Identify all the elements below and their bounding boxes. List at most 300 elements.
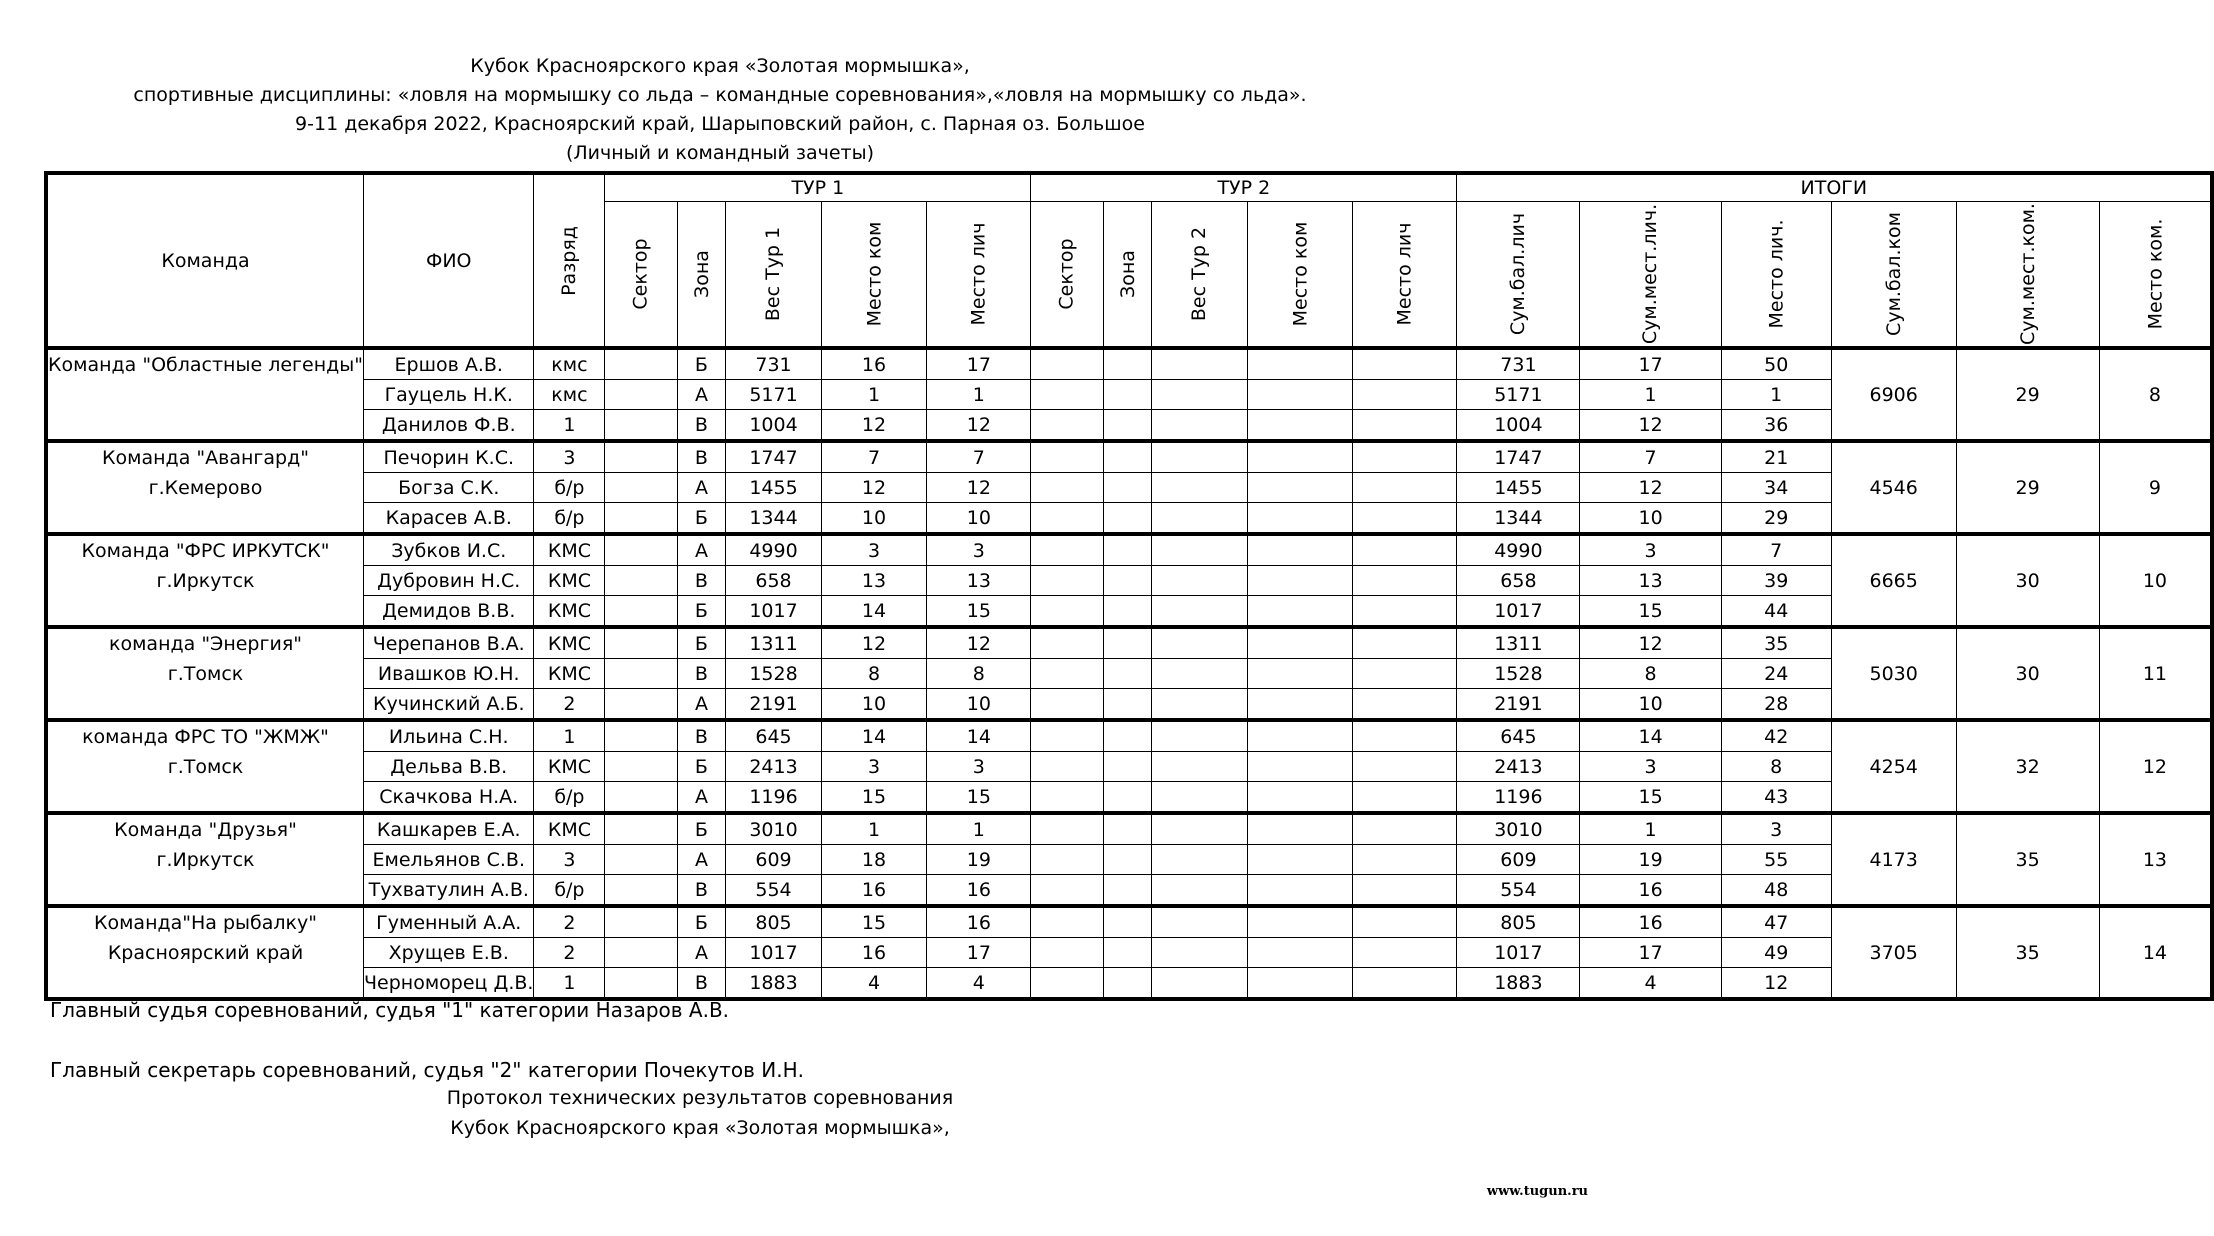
t2-place-pers-header: Место лич bbox=[1353, 202, 1457, 349]
place-pers-cell: 43 bbox=[1721, 782, 1831, 814]
tot-sum-place-team-header: Сум.мест.ком. bbox=[1956, 202, 2099, 349]
t1-weight-cell: 3010 bbox=[726, 813, 821, 845]
sum-pers-cell: 1747 bbox=[1457, 441, 1580, 473]
t1-sector-cell bbox=[605, 627, 677, 659]
t2-place-pers-cell bbox=[1353, 380, 1457, 410]
table-row bbox=[46, 906, 2212, 938]
t1-sector-cell bbox=[605, 441, 677, 473]
t2-place-team-cell bbox=[1247, 906, 1353, 938]
t1-sector-cell bbox=[605, 689, 677, 721]
t1-weight-cell: 1747 bbox=[726, 441, 821, 473]
t1-place-team-cell: 16 bbox=[821, 875, 927, 907]
sum-place-pers-cell: 17 bbox=[1580, 938, 1721, 968]
t1-zone-cell: Б bbox=[677, 752, 726, 782]
t2-sector-cell bbox=[1031, 596, 1103, 628]
fio-cell: Ивашков Ю.Н. bbox=[364, 659, 534, 689]
team-name: Команда "Областные легенды" bbox=[48, 354, 364, 376]
doc-title-line3: 9-11 декабря 2022, Красноярский край, Шарыповский район, с. Парная оз. Большое bbox=[295, 113, 1145, 135]
t1-place-team-header: Место ком bbox=[821, 202, 927, 349]
sum-pers-cell: 731 bbox=[1457, 348, 1580, 380]
sum-place-pers-cell: 1 bbox=[1580, 380, 1721, 410]
rank-cell: КМС bbox=[534, 659, 605, 689]
t1-place-team-cell: 16 bbox=[821, 348, 927, 380]
rank-cell: 3 bbox=[534, 845, 605, 875]
t1-weight-cell: 1883 bbox=[726, 968, 821, 1000]
t2-sector-cell bbox=[1031, 813, 1103, 845]
t1-sector-cell bbox=[605, 596, 677, 628]
team-city: Красноярский край bbox=[107, 942, 304, 964]
t1-weight-cell: 1196 bbox=[726, 782, 821, 814]
t2-sector-cell bbox=[1031, 380, 1103, 410]
sum-pers-cell: 3010 bbox=[1457, 813, 1580, 845]
t1-sector-cell bbox=[605, 968, 677, 1000]
t2-place-team-cell bbox=[1247, 752, 1353, 782]
t2-sector-cell bbox=[1031, 906, 1103, 938]
fio-cell: Черноморец Д.В. bbox=[364, 968, 534, 1000]
t2-sector-cell bbox=[1031, 720, 1103, 752]
t2-sector-cell bbox=[1031, 845, 1103, 875]
place-pers-cell: 36 bbox=[1721, 410, 1831, 442]
t2-sector-cell bbox=[1031, 782, 1103, 814]
t2-place-pers-cell bbox=[1353, 503, 1457, 535]
tour2-header: ТУР 2 bbox=[1031, 173, 1457, 202]
fio-cell: Зубков И.С. bbox=[364, 534, 534, 566]
t1-weight-cell: 1017 bbox=[726, 938, 821, 968]
t1-place-team-cell: 13 bbox=[821, 566, 927, 596]
t2-zone-cell bbox=[1103, 441, 1152, 473]
t1-zone-cell: В bbox=[677, 566, 726, 596]
totals-header: ИТОГИ bbox=[1457, 173, 2212, 202]
sum-place-pers-cell: 13 bbox=[1580, 566, 1721, 596]
t2-zone-cell bbox=[1103, 720, 1152, 752]
sum-pers-cell: 554 bbox=[1457, 875, 1580, 907]
sum-place-pers-cell: 17 bbox=[1580, 348, 1721, 380]
rank-cell: кмс bbox=[534, 348, 605, 380]
t1-zone-cell: В bbox=[677, 875, 726, 907]
sum-place-team-cell: 35 bbox=[1956, 906, 2099, 999]
t1-zone-cell: А bbox=[677, 938, 726, 968]
place-pers-cell: 28 bbox=[1721, 689, 1831, 721]
t2-sector-cell bbox=[1031, 534, 1103, 566]
sum-team-cell: 4546 bbox=[1831, 441, 1956, 534]
t2-zone-header: Зона bbox=[1103, 202, 1152, 349]
t1-place-pers-cell: 15 bbox=[927, 782, 1031, 814]
t1-zone-cell: Б bbox=[677, 348, 726, 380]
t2-place-team-cell bbox=[1247, 596, 1353, 628]
doc-title-line2: спортивные дисциплины: «ловля на мормышку со льда – командные соревнования»,«ловля на мормышку со льда». bbox=[133, 84, 1307, 106]
t1-sector-cell bbox=[605, 720, 677, 752]
t1-place-pers-cell: 10 bbox=[927, 503, 1031, 535]
table-row bbox=[46, 534, 2212, 566]
fio-cell: Кучинский А.Б. bbox=[364, 689, 534, 721]
fio-cell: Дубровин Н.С. bbox=[364, 566, 534, 596]
team-city: г.Иркутск bbox=[156, 849, 255, 871]
place-pers-cell: 39 bbox=[1721, 566, 1831, 596]
sum-place-team-cell: 29 bbox=[1956, 441, 2099, 534]
t2-zone-cell bbox=[1103, 627, 1152, 659]
sum-pers-cell: 1017 bbox=[1457, 596, 1580, 628]
t1-place-team-cell: 7 bbox=[821, 441, 927, 473]
sum-pers-cell: 4990 bbox=[1457, 534, 1580, 566]
t2-zone-cell bbox=[1103, 875, 1152, 907]
place-pers-cell: 7 bbox=[1721, 534, 1831, 566]
results-table bbox=[44, 171, 2214, 1001]
place-pers-cell: 35 bbox=[1721, 627, 1831, 659]
t1-sector-cell bbox=[605, 503, 677, 535]
sum-team-cell: 4173 bbox=[1831, 813, 1956, 906]
t1-place-pers-cell: 16 bbox=[927, 875, 1031, 907]
t2-weight-cell bbox=[1152, 534, 1247, 566]
doc-title-line1: Кубок Красноярского края «Золотая мормышка», bbox=[470, 55, 970, 77]
place-pers-cell: 21 bbox=[1721, 441, 1831, 473]
t2-sector-cell bbox=[1031, 410, 1103, 442]
t2-weight-cell bbox=[1152, 473, 1247, 503]
t1-weight-cell: 1017 bbox=[726, 596, 821, 628]
t1-weight-cell: 4990 bbox=[726, 534, 821, 566]
t2-weight-cell bbox=[1152, 566, 1247, 596]
sum-place-pers-cell: 12 bbox=[1580, 410, 1721, 442]
sum-pers-cell: 658 bbox=[1457, 566, 1580, 596]
team-city: г.Кемерово bbox=[148, 477, 263, 499]
rank-cell: 1 bbox=[534, 968, 605, 1000]
t1-zone-cell: Б bbox=[677, 627, 726, 659]
t2-zone-cell bbox=[1103, 968, 1152, 1000]
t1-weight-cell: 1455 bbox=[726, 473, 821, 503]
rank-cell: б/р bbox=[534, 503, 605, 535]
t1-sector-cell bbox=[605, 875, 677, 907]
t2-place-pers-cell bbox=[1353, 348, 1457, 380]
t2-place-team-cell bbox=[1247, 534, 1353, 566]
fio-cell: Ильина С.Н. bbox=[364, 720, 534, 752]
col-team-header: Команда bbox=[46, 173, 364, 348]
t2-place-pers-cell bbox=[1353, 473, 1457, 503]
rank-cell: КМС bbox=[534, 813, 605, 845]
t1-place-team-cell: 18 bbox=[821, 845, 927, 875]
t2-sector-cell bbox=[1031, 938, 1103, 968]
team-name-cell bbox=[46, 627, 364, 720]
t2-place-pers-cell bbox=[1353, 845, 1457, 875]
rank-cell: 2 bbox=[534, 689, 605, 721]
sum-place-pers-cell: 15 bbox=[1580, 596, 1721, 628]
t2-zone-cell bbox=[1103, 813, 1152, 845]
team-name: команда ФРС ТО "ЖМЖ" bbox=[82, 726, 329, 748]
tot-sum-team-header: Сум.бал.ком bbox=[1831, 202, 1956, 349]
t1-place-pers-cell: 8 bbox=[927, 659, 1031, 689]
team-name-cell bbox=[46, 441, 364, 534]
t2-place-team-cell bbox=[1247, 813, 1353, 845]
fio-cell: Емельянов С.В. bbox=[364, 845, 534, 875]
t2-zone-cell bbox=[1103, 596, 1152, 628]
t2-zone-cell bbox=[1103, 380, 1152, 410]
t2-sector-cell bbox=[1031, 659, 1103, 689]
t2-zone-cell bbox=[1103, 473, 1152, 503]
sum-place-pers-cell: 14 bbox=[1580, 720, 1721, 752]
place-pers-cell: 44 bbox=[1721, 596, 1831, 628]
t1-weight-cell: 2413 bbox=[726, 752, 821, 782]
sum-pers-cell: 1004 bbox=[1457, 410, 1580, 442]
table-row bbox=[46, 720, 2212, 752]
place-pers-cell: 42 bbox=[1721, 720, 1831, 752]
chief-judge-line: Главный судья соревнований, судья "1" категории Назаров А.В. bbox=[50, 998, 730, 1022]
sum-pers-cell: 1528 bbox=[1457, 659, 1580, 689]
t1-place-team-cell: 16 bbox=[821, 938, 927, 968]
sum-place-team-cell: 29 bbox=[1956, 348, 2099, 441]
t1-place-team-cell: 1 bbox=[821, 380, 927, 410]
t1-place-team-cell: 3 bbox=[821, 534, 927, 566]
t1-zone-cell: А bbox=[677, 380, 726, 410]
t2-place-team-cell bbox=[1247, 782, 1353, 814]
team-name: Команда"На рыбалку" bbox=[93, 912, 318, 934]
t1-weight-cell: 1528 bbox=[726, 659, 821, 689]
t1-place-pers-cell: 7 bbox=[927, 441, 1031, 473]
tot-place-team-header: Место ком. bbox=[2099, 202, 2212, 349]
cup-caption: Кубок Красноярского края «Золотая мормышка», bbox=[450, 1117, 950, 1139]
t1-weight-cell: 658 bbox=[726, 566, 821, 596]
sum-place-team-cell: 35 bbox=[1956, 813, 2099, 906]
team-name-cell bbox=[46, 720, 364, 813]
tot-place-pers-header: Место лич. bbox=[1721, 202, 1831, 349]
col-rank-header: Разряд bbox=[534, 173, 605, 348]
fio-cell: Тухватулин А.В. bbox=[364, 875, 534, 907]
team-name-cell bbox=[46, 813, 364, 906]
t1-weight-cell: 554 bbox=[726, 875, 821, 907]
t2-sector-header: Сектор bbox=[1031, 202, 1103, 349]
t2-place-pers-cell bbox=[1353, 906, 1457, 938]
t2-place-pers-cell bbox=[1353, 566, 1457, 596]
sum-place-pers-cell: 1 bbox=[1580, 813, 1721, 845]
t2-weight-cell bbox=[1152, 968, 1247, 1000]
team-city: г.Томск bbox=[167, 663, 244, 685]
protocol-caption: Протокол технических результатов соревнования bbox=[446, 1087, 954, 1109]
t1-zone-cell: А bbox=[677, 782, 726, 814]
sum-pers-cell: 2191 bbox=[1457, 689, 1580, 721]
t2-place-pers-cell bbox=[1353, 659, 1457, 689]
t1-zone-cell: А bbox=[677, 845, 726, 875]
tour1-header: ТУР 1 bbox=[605, 173, 1031, 202]
t2-weight-cell bbox=[1152, 845, 1247, 875]
fio-cell: Черепанов В.А. bbox=[364, 627, 534, 659]
sum-pers-cell: 645 bbox=[1457, 720, 1580, 752]
t2-place-team-cell bbox=[1247, 938, 1353, 968]
sum-team-cell: 3705 bbox=[1831, 906, 1956, 999]
t2-weight-cell bbox=[1152, 782, 1247, 814]
fio-cell: Скачкова Н.А. bbox=[364, 782, 534, 814]
rank-cell: КМС bbox=[534, 752, 605, 782]
t1-weight-cell: 5171 bbox=[726, 380, 821, 410]
t2-place-team-cell bbox=[1247, 380, 1353, 410]
t1-zone-cell: Б bbox=[677, 813, 726, 845]
doc-title-line4: (Личный и командный зачеты) bbox=[565, 142, 875, 164]
sum-place-pers-cell: 10 bbox=[1580, 503, 1721, 535]
t1-zone-header: Зона bbox=[677, 202, 726, 349]
sum-pers-cell: 2413 bbox=[1457, 752, 1580, 782]
t1-place-pers-cell: 15 bbox=[927, 596, 1031, 628]
t2-sector-cell bbox=[1031, 441, 1103, 473]
sum-pers-cell: 1344 bbox=[1457, 503, 1580, 535]
t1-place-team-cell: 12 bbox=[821, 410, 927, 442]
t2-place-team-cell bbox=[1247, 968, 1353, 1000]
t1-place-team-cell: 14 bbox=[821, 596, 927, 628]
t2-weight-cell bbox=[1152, 410, 1247, 442]
place-team-cell: 13 bbox=[2099, 813, 2212, 906]
sum-place-pers-cell: 16 bbox=[1580, 875, 1721, 907]
t1-sector-cell bbox=[605, 782, 677, 814]
t1-place-team-cell: 15 bbox=[821, 906, 927, 938]
t2-zone-cell bbox=[1103, 752, 1152, 782]
t1-place-team-cell: 14 bbox=[821, 720, 927, 752]
t1-place-pers-cell: 1 bbox=[927, 380, 1031, 410]
team-name: Команда "ФРС ИРКУТСК" bbox=[81, 540, 330, 562]
t2-sector-cell bbox=[1031, 752, 1103, 782]
sum-place-team-cell: 32 bbox=[1956, 720, 2099, 813]
t2-weight-cell bbox=[1152, 380, 1247, 410]
t2-place-pers-cell bbox=[1353, 689, 1457, 721]
fio-cell: Дельва В.В. bbox=[364, 752, 534, 782]
t2-weight-cell bbox=[1152, 752, 1247, 782]
t1-zone-cell: А bbox=[677, 473, 726, 503]
rank-cell: 2 bbox=[534, 906, 605, 938]
t2-weight-cell bbox=[1152, 627, 1247, 659]
t2-weight-cell bbox=[1152, 813, 1247, 845]
place-pers-cell: 24 bbox=[1721, 659, 1831, 689]
fio-cell: Ершов А.В. bbox=[364, 348, 534, 380]
t2-weight-cell bbox=[1152, 441, 1247, 473]
t1-place-pers-header: Место лич bbox=[927, 202, 1031, 349]
rank-cell: КМС bbox=[534, 566, 605, 596]
t1-zone-cell: В bbox=[677, 720, 726, 752]
place-pers-cell: 50 bbox=[1721, 348, 1831, 380]
team-name-cell bbox=[46, 906, 364, 999]
table-row bbox=[46, 441, 2212, 473]
t1-sector-cell bbox=[605, 906, 677, 938]
t2-sector-cell bbox=[1031, 566, 1103, 596]
fio-cell: Данилов Ф.В. bbox=[364, 410, 534, 442]
place-pers-cell: 49 bbox=[1721, 938, 1831, 968]
t2-zone-cell bbox=[1103, 782, 1152, 814]
chief-secretary-line: Главный секретарь соревнований, судья "2" категории Почекутов И.Н. bbox=[50, 1058, 804, 1082]
rank-cell: КМС bbox=[534, 627, 605, 659]
sum-place-team-cell: 30 bbox=[1956, 627, 2099, 720]
t1-place-pers-cell: 12 bbox=[927, 473, 1031, 503]
t2-zone-cell bbox=[1103, 410, 1152, 442]
t2-weight-cell bbox=[1152, 348, 1247, 380]
t1-sector-cell bbox=[605, 566, 677, 596]
t1-place-pers-cell: 17 bbox=[927, 938, 1031, 968]
place-team-cell: 14 bbox=[2099, 906, 2212, 999]
t2-zone-cell bbox=[1103, 845, 1152, 875]
place-pers-cell: 8 bbox=[1721, 752, 1831, 782]
t1-place-team-cell: 1 bbox=[821, 813, 927, 845]
t1-zone-cell: Б bbox=[677, 906, 726, 938]
t2-place-pers-cell bbox=[1353, 410, 1457, 442]
t2-place-team-cell bbox=[1247, 627, 1353, 659]
t2-sector-cell bbox=[1031, 473, 1103, 503]
sum-pers-cell: 1196 bbox=[1457, 782, 1580, 814]
rank-cell: б/р bbox=[534, 875, 605, 907]
t2-sector-cell bbox=[1031, 503, 1103, 535]
fio-cell: Хрущев Е.В. bbox=[364, 938, 534, 968]
t2-zone-cell bbox=[1103, 566, 1152, 596]
t2-sector-cell bbox=[1031, 689, 1103, 721]
t1-weight-cell: 1344 bbox=[726, 503, 821, 535]
sum-place-pers-cell: 12 bbox=[1580, 473, 1721, 503]
t2-sector-cell bbox=[1031, 875, 1103, 907]
t1-place-pers-cell: 1 bbox=[927, 813, 1031, 845]
t1-zone-cell: А bbox=[677, 534, 726, 566]
t1-place-pers-cell: 3 bbox=[927, 534, 1031, 566]
t1-place-pers-cell: 17 bbox=[927, 348, 1031, 380]
t2-place-team-cell bbox=[1247, 348, 1353, 380]
place-pers-cell: 1 bbox=[1721, 380, 1831, 410]
t1-sector-cell bbox=[605, 348, 677, 380]
t2-weight-cell bbox=[1152, 875, 1247, 907]
t1-sector-cell bbox=[605, 410, 677, 442]
sum-place-pers-cell: 12 bbox=[1580, 627, 1721, 659]
t2-zone-cell bbox=[1103, 689, 1152, 721]
t1-zone-cell: В bbox=[677, 968, 726, 1000]
sum-place-pers-cell: 3 bbox=[1580, 534, 1721, 566]
t2-place-pers-cell bbox=[1353, 875, 1457, 907]
t1-zone-cell: Б bbox=[677, 503, 726, 535]
fio-cell: Карасев А.В. bbox=[364, 503, 534, 535]
t1-sector-cell bbox=[605, 473, 677, 503]
t1-zone-cell: В bbox=[677, 410, 726, 442]
t1-sector-cell bbox=[605, 845, 677, 875]
t2-weight-cell bbox=[1152, 720, 1247, 752]
sum-team-cell: 6906 bbox=[1831, 348, 1956, 441]
watermark: www.tugun.ru bbox=[1486, 1184, 1588, 1199]
t1-place-pers-cell: 12 bbox=[927, 627, 1031, 659]
place-pers-cell: 48 bbox=[1721, 875, 1831, 907]
rank-cell: 3 bbox=[534, 441, 605, 473]
sum-place-team-cell: 30 bbox=[1956, 534, 2099, 627]
t1-zone-cell: Б bbox=[677, 596, 726, 628]
rank-cell: б/р bbox=[534, 782, 605, 814]
place-team-cell: 8 bbox=[2099, 348, 2212, 441]
tot-sum-pers-header: Сум.бал.лич bbox=[1457, 202, 1580, 349]
place-pers-cell: 12 bbox=[1721, 968, 1831, 1000]
sum-place-pers-cell: 19 bbox=[1580, 845, 1721, 875]
t1-sector-cell bbox=[605, 938, 677, 968]
sum-place-pers-cell: 8 bbox=[1580, 659, 1721, 689]
t2-place-pers-cell bbox=[1353, 534, 1457, 566]
t1-place-pers-cell: 3 bbox=[927, 752, 1031, 782]
t1-place-pers-cell: 12 bbox=[927, 410, 1031, 442]
t1-zone-cell: В bbox=[677, 659, 726, 689]
place-pers-cell: 3 bbox=[1721, 813, 1831, 845]
t2-weight-cell bbox=[1152, 938, 1247, 968]
sum-place-pers-cell: 4 bbox=[1580, 968, 1721, 1000]
fio-cell: Печорин К.С. bbox=[364, 441, 534, 473]
sum-pers-cell: 1455 bbox=[1457, 473, 1580, 503]
t1-place-pers-cell: 10 bbox=[927, 689, 1031, 721]
t1-sector-cell bbox=[605, 659, 677, 689]
sum-place-pers-cell: 16 bbox=[1580, 906, 1721, 938]
sum-team-cell: 5030 bbox=[1831, 627, 1956, 720]
t2-place-pers-cell bbox=[1353, 782, 1457, 814]
rank-cell: кмс bbox=[534, 380, 605, 410]
t2-weight-cell bbox=[1152, 596, 1247, 628]
t1-weight-cell: 2191 bbox=[726, 689, 821, 721]
t1-place-team-cell: 12 bbox=[821, 627, 927, 659]
sum-place-pers-cell: 7 bbox=[1580, 441, 1721, 473]
t2-place-pers-cell bbox=[1353, 627, 1457, 659]
t2-zone-cell bbox=[1103, 534, 1152, 566]
t1-place-pers-cell: 14 bbox=[927, 720, 1031, 752]
t1-weight-cell: 1311 bbox=[726, 627, 821, 659]
t1-sector-cell bbox=[605, 380, 677, 410]
team-name: команда "Энергия" bbox=[109, 633, 302, 655]
